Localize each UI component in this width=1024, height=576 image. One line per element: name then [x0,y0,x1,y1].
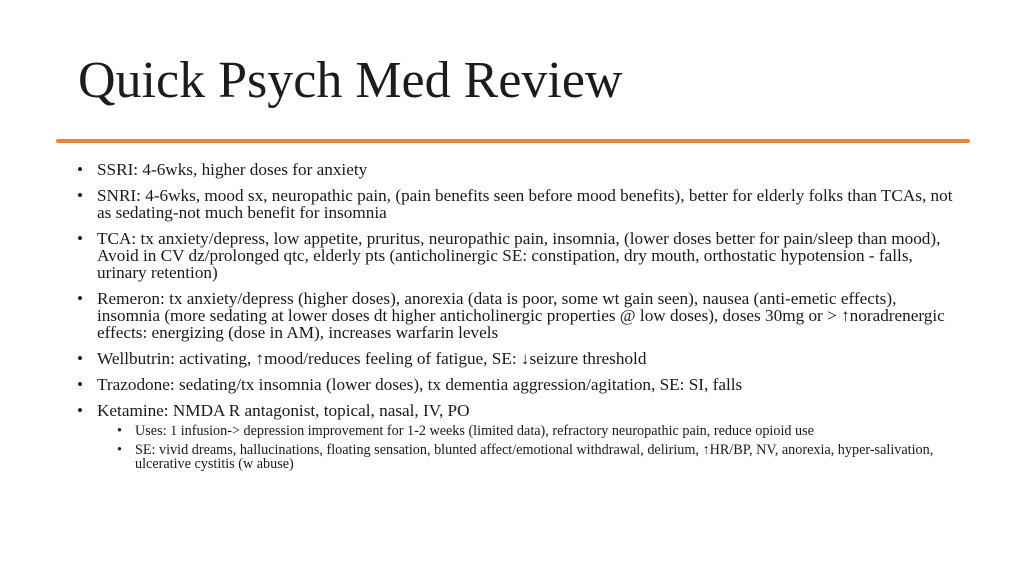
sub-bullet-text: Uses: 1 infusion-> depression improvement for 1-2 weeks (limited data), refractory neuropathic pain, reduce opioid use [135,423,814,439]
slide-title: Quick Psych Med Review [78,52,623,109]
bullet-remeron [75,290,955,341]
bullet-text: Remeron: tx anxiety/depress (higher doses), anorexia (data is poor, some wt gain seen), nausea (anti-emetic effects), insomnia (more sedating at lower doses dt higher anticholinergic properties @ low doses), doses 30mg or > ↑noradrenergic effects: energizing (dose in AM), increases warfarin levels [97,289,945,342]
bullet-text: Ketamine: NMDA R antagonist, topical, nasal, IV, PO [97,401,470,420]
sub-bullet-side-effects [97,443,955,471]
bullet-marker: • [77,375,84,394]
bullet-text: SNRI: 4-6wks, mood sx, neuropathic pain, (pain benefits seen before mood benefits), better for elderly folks than TCAs, not as sedating-not much benefit for insomnia [97,186,953,222]
bullet-marker: • [77,186,84,205]
bullet-text: SSRI: 4-6wks, higher doses for anxiety [97,160,368,179]
bullet-ssri [75,161,955,178]
sub-bullet-text: SE: vivid dreams, hallucinations, floating sensation, blunted affect/emotional withdrawal, delirium, ↑HR/BP, NV, anorexia, hyper-salivation, ulcerative cystitis (w abuse) [135,442,934,472]
bullet-marker: • [77,160,84,179]
sub-bullet-marker: • [117,442,122,458]
bullet-marker: • [77,401,84,420]
bullet-wellbutrin [75,350,955,367]
sub-bullet-uses [97,424,955,438]
bullet-text: Trazodone: sedating/tx insomnia (lower doses), tx dementia aggression/agitation, SE: SI, falls [97,375,743,394]
bullet-trazodone [75,376,955,393]
bullet-marker: • [77,229,84,248]
bullet-marker: • [77,289,84,308]
bullet-ketamine [75,402,955,471]
bullet-snri [75,187,955,221]
bullet-text: Wellbutrin: activating, ↑mood/reduces feeling of fatigue, SE: ↓seizure threshold [97,349,647,368]
title-underline [56,139,970,143]
bullet-list [75,161,955,480]
bullet-tca [75,230,955,281]
sub-bullet-marker: • [117,423,122,439]
bullet-marker: • [77,349,84,368]
ketamine-sub-list [97,424,955,471]
bullet-text: TCA: tx anxiety/depress, low appetite, pruritus, neuropathic pain, insomnia, (lower doses better for pain/sleep than mood), Avoid in CV dz/prolonged qtc, elderly pts (anticholinergic SE: constipation, dry mouth, orthostatic hypotension - falls, urinary retention) [97,229,941,282]
